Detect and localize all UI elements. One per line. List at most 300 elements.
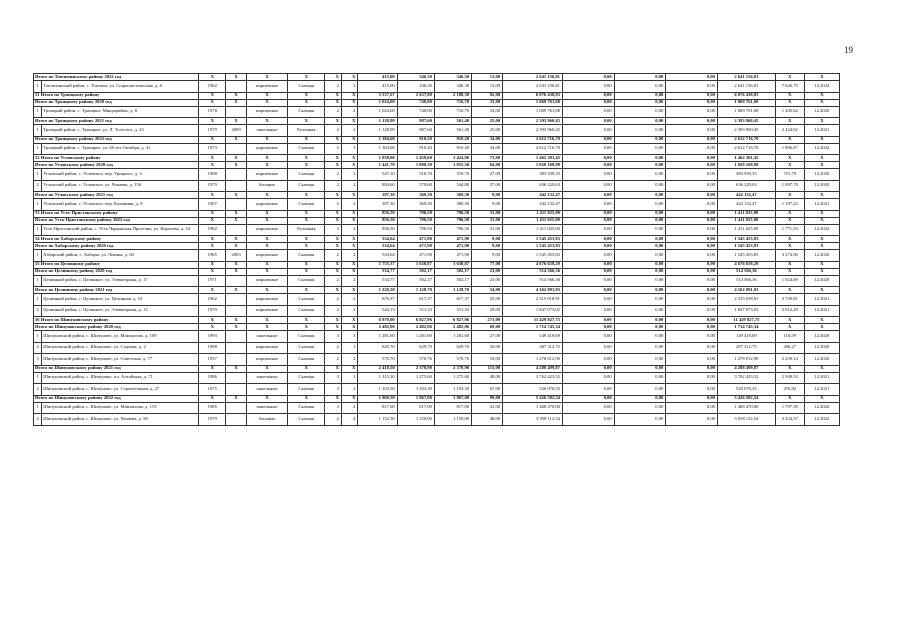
table-cell <box>226 294 247 306</box>
table-cell: 12.2021 <box>804 294 839 306</box>
table-cell: X <box>341 118 358 125</box>
table-cell: 796,50 <box>397 210 434 217</box>
table-cell: 3 <box>325 402 342 414</box>
table-cell: 2 315 018,91 <box>503 294 563 306</box>
table-cell: 2 <box>325 354 342 366</box>
summary-label: Итого по Хабарскому району 2020 год <box>34 243 199 250</box>
table-cell: 502,17 <box>397 275 434 287</box>
table-cell: 0,00 <box>666 106 718 118</box>
table-cell: кирпичные <box>246 354 287 366</box>
table-cell: 2 418,50 <box>358 365 397 372</box>
table-cell: 4 288 499,87 <box>717 365 775 372</box>
table-cell: 1 411 025,00 <box>717 224 775 236</box>
table-cell: 0,00 <box>614 192 666 199</box>
table-cell: 2 <box>341 275 358 287</box>
table-cell: 0,00 <box>614 305 666 317</box>
table-cell: X <box>288 324 325 331</box>
table-cell: 629,70 <box>358 342 397 354</box>
table-cell: 0,00 <box>614 217 666 224</box>
table-cell: X <box>246 395 287 402</box>
summary-row <box>34 99 840 106</box>
table-cell: 0,00 <box>562 268 614 275</box>
table-cell: X <box>804 324 839 331</box>
table-cell: X <box>226 324 247 331</box>
table-cell: Скатная <box>288 81 325 93</box>
table-cell: 12.2020 <box>804 106 839 118</box>
table-cell: 1 714 745,34 <box>717 324 775 331</box>
table-cell: 1 128,70 <box>434 287 471 294</box>
table-cell <box>226 354 247 366</box>
row-index: 1 <box>34 402 42 414</box>
table-cell: 0,00 <box>562 250 614 262</box>
summary-row <box>34 118 840 125</box>
table-cell: 0,00 <box>614 210 666 217</box>
table-row <box>34 331 840 343</box>
table-cell: X <box>804 92 839 99</box>
table-cell: X <box>246 268 287 275</box>
table-cell: 2 <box>341 294 358 306</box>
table-cell: 1 220,50 <box>358 287 397 294</box>
table-cell: Скатная <box>288 342 325 354</box>
table-cell: 10,00 <box>472 354 503 366</box>
table-cell: 987,60 <box>397 118 434 125</box>
table-cell: 502,17 <box>434 275 471 287</box>
table-cell: 27,00 <box>472 331 503 343</box>
table-cell: 12.2021 <box>804 305 839 317</box>
table-row <box>34 354 840 366</box>
table-cell: X <box>775 261 804 268</box>
table-cell: 2 <box>341 402 358 414</box>
table-cell: 0,00 <box>666 99 718 106</box>
table-cell: 0,00 <box>614 125 666 137</box>
table-cell: 0,00 <box>562 236 614 243</box>
table-cell: 1 128,99 <box>358 118 397 125</box>
table-cell: 0,00 <box>614 268 666 275</box>
table-cell: 1979 <box>199 125 226 137</box>
table-cell: 1 128,70 <box>397 287 434 294</box>
table-cell: 1 069 761,68 <box>503 99 563 106</box>
table-cell: 3 <box>341 143 358 155</box>
table-cell: 0,00 <box>614 236 666 243</box>
table-cell: 1 797,39 <box>775 402 804 414</box>
table-cell: 617,37 <box>434 294 471 306</box>
table-cell: 0,00 <box>666 210 718 217</box>
table-cell: X <box>226 243 247 250</box>
table-cell: 2 <box>341 169 358 181</box>
table-cell: кирпичные <box>246 250 287 262</box>
table-cell: 2 612 716,70 <box>503 136 563 143</box>
table-cell: 1985 <box>199 402 226 414</box>
table-cell: 37,00 <box>472 180 503 192</box>
table-cell: блочные <box>246 414 287 426</box>
summary-row <box>34 317 840 324</box>
table-cell: 0,00 <box>666 324 718 331</box>
table-cell: 0,00 <box>666 243 718 250</box>
table-cell: 0,00 <box>614 81 666 93</box>
table-cell: X <box>226 395 247 402</box>
table-cell: 2003 <box>226 250 247 262</box>
table-cell: 471,90 <box>434 243 471 250</box>
table-cell: 273,00 <box>472 317 503 324</box>
table-row <box>34 180 840 192</box>
table-cell: 0,00 <box>614 180 666 192</box>
table-cell: X <box>325 99 342 106</box>
table-cell: 740,00 <box>397 99 434 106</box>
table-cell: 0,00 <box>562 305 614 317</box>
table-cell: 1 630,87 <box>397 261 434 268</box>
table-cell: 1 886,87 <box>775 143 804 155</box>
table-cell: 12.2021 <box>804 125 839 137</box>
table-cell: X <box>341 74 358 81</box>
table-cell: 12.2021 <box>804 384 839 396</box>
table-cell: 1 275,60 <box>434 372 471 384</box>
table-row <box>34 275 840 287</box>
summary-label: Итого по Целинному району 2021 год <box>34 287 199 294</box>
table-cell <box>226 414 247 426</box>
table-cell <box>226 342 247 354</box>
table-cell: 25,00 <box>472 125 503 137</box>
table-cell: X <box>199 243 226 250</box>
summary-label: 54 Итого по Хабарскому району <box>34 236 199 243</box>
table-cell: 1 462 301,45 <box>717 155 775 162</box>
table-cell: 3 <box>325 224 342 236</box>
table-cell: 0,00 <box>666 305 718 317</box>
table-cell: 534,77 <box>358 268 397 275</box>
table-cell: кирпичные <box>246 81 287 93</box>
table-cell: X <box>199 74 226 81</box>
table-cell: X <box>804 210 839 217</box>
table-cell: панельные <box>246 372 287 384</box>
table-cell: Скатная <box>288 275 325 287</box>
table-cell: 4 676 658,29 <box>503 261 563 268</box>
table-cell: X <box>288 365 325 372</box>
table-cell: 33,00 <box>472 99 503 106</box>
summary-row <box>34 162 840 169</box>
table-cell: X <box>775 155 804 162</box>
table-cell: 3 612,29 <box>775 305 804 317</box>
table-cell: 4 288 499,87 <box>503 365 563 372</box>
table-cell: 89,00 <box>472 395 503 402</box>
table-cell: X <box>775 324 804 331</box>
program-table <box>33 73 840 426</box>
table-cell: 1 839,00 <box>358 155 397 162</box>
summary-label: 52 Итого по Угловскому району <box>34 155 199 162</box>
summary-row <box>34 268 840 275</box>
table-cell: 1 468 470,00 <box>717 402 775 414</box>
table-cell: 1 069 761,68 <box>503 106 563 118</box>
table-cell: X <box>775 217 804 224</box>
table-cell: X <box>775 365 804 372</box>
table-cell: X <box>341 99 358 106</box>
table-cell: 3 958 112,54 <box>717 414 775 426</box>
table-cell: 2 641 156,81 <box>503 74 563 81</box>
table-cell: 1 384,68 <box>358 143 397 155</box>
table-cell: 1 069 761,68 <box>717 106 775 118</box>
address-cell: Шипуновский район, с. Шипуново, ул. Садовая, д. 2 <box>42 342 199 354</box>
table-cell: 0,00 <box>666 169 718 181</box>
address-cell: Шипуновский район, с. Шипуново, ул. Чапаева, д. 58 <box>42 414 199 426</box>
table-cell: 1 545 453,83 <box>717 236 775 243</box>
table-cell: X <box>199 192 226 199</box>
table-cell: X <box>341 92 358 99</box>
table-cell: 0,00 <box>614 342 666 354</box>
table-cell: 2 <box>325 199 342 211</box>
table-cell: 3 537,67 <box>358 92 397 99</box>
table-cell: 9,00 <box>472 250 503 262</box>
summary-label: Итого по Угловскому району 2021 год <box>34 192 199 199</box>
table-cell: X <box>246 365 287 372</box>
table-cell: кирпичные <box>246 143 287 155</box>
table-cell: X <box>199 287 226 294</box>
table-cell: 0,00 <box>562 162 614 169</box>
table-cell: 0,00 <box>666 180 718 192</box>
table-cell: 1 630,87 <box>434 261 471 268</box>
table-cell: X <box>226 365 247 372</box>
table-cell: 116,59 <box>775 331 804 343</box>
table-cell: 817,00 <box>434 402 471 414</box>
table-cell: 2 <box>341 180 358 192</box>
table-cell: 796,50 <box>434 217 471 224</box>
table-cell: 511,33 <box>397 305 434 317</box>
table-cell: 1993 <box>199 331 226 343</box>
table-cell: 34,00 <box>472 143 503 155</box>
table-cell: X <box>775 287 804 294</box>
table-cell: 2 <box>325 305 342 317</box>
table-cell: 476,82 <box>775 384 804 396</box>
table-cell: 1975 <box>199 384 226 396</box>
table-cell: 1 090,30 <box>397 162 434 169</box>
summary-label: Итого по Троицкому району 2020 год <box>34 99 199 106</box>
table-cell: панельные <box>246 402 287 414</box>
table-cell: 0,00 <box>562 106 614 118</box>
address-cell: Шипуновский район, с. Шипуново, ул. Мамонтова, д. 119 <box>42 402 199 414</box>
table-cell: X <box>775 236 804 243</box>
table-cell: X <box>199 162 226 169</box>
table-cell: 12.2022 <box>804 414 839 426</box>
table-cell: X <box>288 162 325 169</box>
table-row <box>34 81 840 93</box>
table-cell: 0,00 <box>562 275 614 287</box>
table-cell: 1982 <box>199 224 226 236</box>
table-cell: X <box>325 92 342 99</box>
table-cell: X <box>226 268 247 275</box>
table-cell: кирпичные <box>246 169 287 181</box>
table-cell: Скатная <box>288 402 325 414</box>
table-cell: X <box>199 92 226 99</box>
table-cell: Рулонная <box>288 224 325 236</box>
table-cell: 9,00 <box>472 192 503 199</box>
table-cell: 636 229,63 <box>717 180 775 192</box>
table-cell: 442 132,47 <box>503 192 563 199</box>
table-cell: X <box>804 99 839 106</box>
table-cell: 1 969,50 <box>358 395 397 402</box>
table-cell: 796,50 <box>434 224 471 236</box>
table-cell: кирпичные <box>246 305 287 317</box>
table-cell: 534,64 <box>358 250 397 262</box>
table-cell: 2 <box>341 354 358 366</box>
row-index: 1 <box>34 199 42 211</box>
table-cell: 0,00 <box>614 395 666 402</box>
table-cell: X <box>246 261 287 268</box>
table-row <box>34 402 840 414</box>
table-cell: X <box>775 74 804 81</box>
table-cell: X <box>341 268 358 275</box>
table-cell: 796,50 <box>397 217 434 224</box>
table-cell: 1 281,60 <box>434 331 471 343</box>
table-cell: 1986 <box>199 372 226 384</box>
table-cell: 2 393 960,45 <box>717 125 775 137</box>
table-cell: 2 482,06 <box>434 324 471 331</box>
table-cell: 910,20 <box>434 143 471 155</box>
table-cell: X <box>226 136 247 143</box>
table-cell: 12.2022 <box>804 224 839 236</box>
table-cell: 0,00 <box>614 92 666 99</box>
summary-row <box>34 217 840 224</box>
table-cell: 12.2020 <box>804 342 839 354</box>
summary-row <box>34 324 840 331</box>
table-cell: 0,00 <box>614 365 666 372</box>
table-cell: 1971 <box>199 275 226 287</box>
table-cell: 3 <box>325 331 342 343</box>
table-cell: 6 827,96 <box>397 317 434 324</box>
table-cell: 2 612 716,70 <box>503 143 563 155</box>
table-cell: 346,30 <box>397 81 434 93</box>
table-cell: 2 <box>325 169 342 181</box>
table-cell: X <box>325 192 342 199</box>
row-index: 1 <box>34 224 42 236</box>
table-cell: кирпичные <box>246 275 287 287</box>
table-cell: 0,00 <box>666 136 718 143</box>
table-cell: 6 076 438,83 <box>503 92 563 99</box>
address-cell: Целинный район, с. Целинное, ул. Элеваторная, д. 17 <box>42 275 199 287</box>
summary-label: Итого по Топчихинскому району 2022 год <box>34 74 199 81</box>
table-cell: 1988 <box>199 169 226 181</box>
table-cell: 7 626,79 <box>775 81 804 93</box>
table-cell: X <box>341 287 358 294</box>
table-cell: 2 378,90 <box>434 365 471 372</box>
table-cell: 0,00 <box>614 169 666 181</box>
table-cell: 0,00 <box>614 384 666 396</box>
table-cell: 0,00 <box>614 324 666 331</box>
summary-label: 51 Итого по Троицкому району <box>34 92 199 99</box>
table-cell: 0,00 <box>614 414 666 426</box>
table-cell: 1 275,60 <box>397 372 434 384</box>
row-index: 1 <box>34 143 42 155</box>
table-cell: 471,90 <box>397 250 434 262</box>
table-cell: X <box>199 324 226 331</box>
table-cell: 1 424,80 <box>434 155 471 162</box>
table-cell: 856,50 <box>358 224 397 236</box>
table-cell: 2 393 960,45 <box>503 118 563 125</box>
table-cell: 9,00 <box>472 199 503 211</box>
row-index: 2 <box>34 414 42 426</box>
table-cell: Скатная <box>288 169 325 181</box>
summary-row <box>34 243 840 250</box>
table-cell: X <box>775 243 804 250</box>
table-cell: 13,00 <box>472 74 503 81</box>
table-cell: 0,00 <box>666 74 718 81</box>
table-cell: панельные <box>246 331 287 343</box>
table-cell: кирпичные <box>246 342 287 354</box>
table-cell: 1 545 453,83 <box>717 243 775 250</box>
table-cell: 0,00 <box>562 384 614 396</box>
table-cell: 1 <box>341 342 358 354</box>
address-cell: Троицкий район, с. Троицкое, ул. Л. Толстого, д. 23 <box>42 125 199 137</box>
table-cell: 54,00 <box>472 287 503 294</box>
table-cell <box>226 106 247 118</box>
table-cell: X <box>246 136 287 143</box>
table-cell: X <box>341 217 358 224</box>
table-cell: X <box>341 243 358 250</box>
table-row <box>34 199 840 211</box>
table-cell: 0,00 <box>562 317 614 324</box>
table-cell: 25,00 <box>472 118 503 125</box>
table-cell: 526 076,35 <box>503 384 563 396</box>
table-cell: 0,00 <box>562 402 614 414</box>
table-cell: 67,00 <box>472 384 503 396</box>
table-cell: 514 566,36 <box>717 275 775 287</box>
table-cell: 2 <box>325 275 342 287</box>
table-cell: 0,00 <box>666 372 718 384</box>
table-cell: 1 462 301,45 <box>503 155 563 162</box>
table-cell <box>226 199 247 211</box>
table-cell: X <box>288 136 325 143</box>
table-cell: 617,37 <box>397 294 434 306</box>
row-index: 1 <box>34 106 42 118</box>
table-cell: 2 <box>325 342 342 354</box>
table-cell: X <box>288 217 325 224</box>
row-index: 1 <box>34 331 42 343</box>
table-cell: 0,00 <box>614 261 666 268</box>
table-cell: 0,00 <box>666 125 718 137</box>
table-cell: 1 128,99 <box>358 125 397 137</box>
table-cell: 415,00 <box>358 74 397 81</box>
table-cell: 1 411 025,00 <box>717 217 775 224</box>
table-cell: 0,00 <box>562 143 614 155</box>
table-cell: 471,90 <box>434 250 471 262</box>
address-cell: Усть-Пристанский район, с. Усть-Чарышская Пристань, ул. Королева, д. 54 <box>42 224 199 236</box>
table-cell: 1 411 025,00 <box>503 217 563 224</box>
table-cell: 2 <box>341 125 358 137</box>
table-cell: 987,60 <box>397 125 434 137</box>
table-cell: 856,50 <box>358 217 397 224</box>
table-cell: 629,70 <box>434 342 471 354</box>
table-cell: 3 434,37 <box>775 414 804 426</box>
table-cell: X <box>226 210 247 217</box>
table-cell: 1973 <box>199 143 226 155</box>
summary-label: Итого по Шипуновскому району 2022 год <box>34 395 199 402</box>
table-cell: 0,00 <box>614 224 666 236</box>
table-cell <box>226 169 247 181</box>
table-cell: 1 384,68 <box>358 136 397 143</box>
table-cell: 1 847 073,02 <box>717 305 775 317</box>
table-cell: 1 411 025,00 <box>503 210 563 217</box>
table-cell: 0,00 <box>614 250 666 262</box>
table-cell: 2 <box>325 180 342 192</box>
summary-row <box>34 210 840 217</box>
table-cell: 64,00 <box>472 162 503 169</box>
table-cell: 796,50 <box>397 224 434 236</box>
table-cell: 442 132,47 <box>717 199 775 211</box>
table-cell: X <box>226 92 247 99</box>
table-cell: X <box>246 192 287 199</box>
table-cell: 0,00 <box>562 74 614 81</box>
table-cell: Скатная <box>288 106 325 118</box>
table-cell: 1 103,30 <box>434 384 471 396</box>
table-cell: X <box>288 210 325 217</box>
table-cell: 3 762 423,52 <box>503 372 563 384</box>
table-cell: X <box>341 136 358 143</box>
